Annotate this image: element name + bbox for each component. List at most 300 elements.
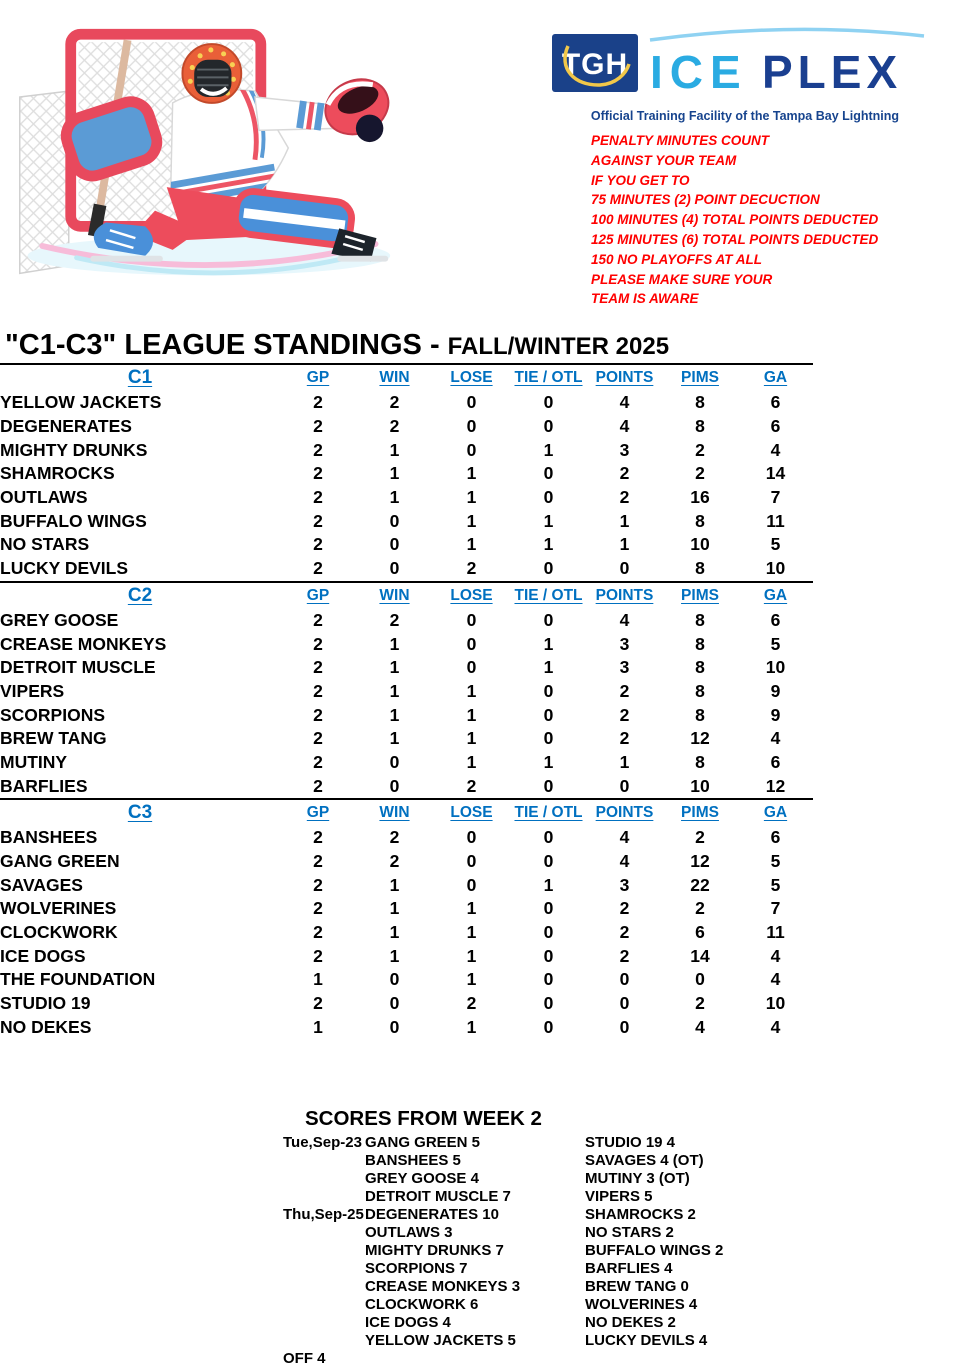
hockey-goalie-save-illustration (8, 2, 400, 290)
stat-value: 2 (695, 898, 705, 919)
stat-value: 1 (543, 751, 554, 772)
standings-tables (0, 365, 962, 1039)
stat-value: 4 (770, 1016, 781, 1037)
stat-value: 0 (543, 728, 554, 749)
stat-value: 2 (619, 922, 630, 943)
page-title (0, 328, 962, 363)
score-date (283, 1242, 365, 1260)
stat-value: 1 (389, 680, 400, 701)
stat-value: 22 (690, 874, 710, 895)
column-header: TIE / OTL (514, 369, 583, 386)
score-away: NO DEKES 2 (585, 1314, 676, 1332)
stat-value: 0 (466, 657, 477, 678)
penalty-notice-line: PENALTY MINUTES COUNT (591, 133, 770, 148)
stat-value: 0 (466, 633, 477, 654)
tgh-iceplex-logo-graphic (550, 22, 940, 102)
stat-value: 4 (770, 728, 781, 749)
stat-value: 1 (543, 633, 554, 654)
team-name: BANSHEES (0, 827, 98, 848)
stat-value: 8 (695, 680, 705, 701)
stat-value: 0 (543, 775, 554, 796)
score-home: YELLOW JACKETS 5 (365, 1332, 516, 1350)
penalty-notice-line: 150 NO PLAYOFFS AT ALL (591, 251, 763, 267)
stat-value: 0 (619, 558, 630, 579)
stat-value: 2 (619, 680, 630, 701)
stat-value: 1 (543, 510, 554, 531)
division-label: C3 (127, 802, 153, 823)
stat-value: 1 (466, 534, 477, 555)
score-row (283, 1314, 962, 1332)
stat-value: 5 (770, 851, 781, 872)
stat-value: 1 (466, 1016, 477, 1037)
stat-value: 3 (619, 874, 630, 895)
team-row (0, 656, 813, 680)
score-home: CREASE MONKEYS 3 (365, 1278, 521, 1296)
stat-value: 5 (770, 874, 781, 895)
stat-value: 3 (619, 439, 630, 460)
penalty-notice-line: 100 MINUTES (4) TOTAL POINTS DEDUCTED (591, 212, 879, 228)
stat-value: 10 (765, 657, 786, 678)
ice-logo-text: ICE (650, 46, 748, 98)
score-row (283, 1260, 962, 1278)
stat-value: 7 (770, 487, 781, 508)
stat-value: 0 (543, 922, 554, 943)
stat-value: 2 (313, 993, 323, 1014)
stat-value: 12 (690, 851, 710, 872)
stat-value: 1 (619, 751, 630, 772)
standings-table-c2 (0, 583, 813, 799)
team-row (0, 415, 813, 439)
stat-value: 1 (389, 728, 400, 749)
stat-value: 1 (389, 704, 400, 725)
column-header: LOSE (450, 586, 493, 604)
stat-value: 1 (619, 510, 630, 531)
score-row (283, 1332, 962, 1350)
column-header: LOSE (450, 804, 493, 821)
stat-value: 1 (389, 898, 400, 919)
stat-value: 1 (389, 657, 400, 678)
stat-value: 16 (690, 487, 710, 508)
stat-value: 2 (619, 945, 630, 966)
stat-value: 1 (466, 510, 477, 531)
stat-value: 2 (313, 392, 323, 413)
table-header-row (0, 365, 813, 391)
score-row (283, 1188, 962, 1206)
stat-value: 8 (695, 416, 705, 437)
stat-value: 6 (770, 392, 781, 413)
team-name: CREASE MONKEYS (0, 633, 167, 654)
score-date: Thu,Sep-25 (283, 1206, 364, 1224)
stat-value: 2 (389, 851, 400, 872)
stat-value: 2 (466, 775, 477, 796)
scores-title: SCORES FROM WEEK 2 (305, 1107, 542, 1131)
team-row (0, 992, 813, 1016)
stat-value: 2 (313, 922, 323, 943)
score-date (283, 1170, 365, 1188)
team-row (0, 557, 813, 581)
stat-value: 9 (770, 680, 781, 701)
column-header: POINTS (595, 586, 654, 604)
penalty-notice-line: 75 MINUTES (2) POINT DECUCTION (591, 192, 820, 208)
stat-value: 2 (313, 898, 323, 919)
stat-value: 8 (695, 392, 705, 413)
stat-value: 2 (619, 463, 630, 484)
stat-value: 10 (765, 993, 786, 1014)
score-away: NO STARS 2 (585, 1224, 674, 1242)
team-name: BUFFALO WINGS (0, 510, 147, 531)
stat-value: 0 (543, 609, 554, 630)
stat-value: 4 (619, 851, 630, 872)
penalty-notice-line: TEAM IS AWARE (591, 291, 699, 307)
score-away: BREW TANG 0 (585, 1278, 689, 1296)
score-home: DEGENERATES 10 (365, 1206, 499, 1224)
stat-value: 1 (466, 751, 477, 772)
standings-table-c3 (0, 800, 813, 1039)
stat-value: 0 (466, 851, 477, 872)
column-header: GA (763, 586, 788, 604)
team-name: VIPERS (0, 680, 65, 701)
stat-value: 14 (765, 463, 786, 484)
score-row (283, 1152, 962, 1170)
team-name: LUCKY DEVILS (0, 558, 129, 579)
stat-value: 8 (695, 609, 705, 630)
score-home (365, 1350, 585, 1368)
team-name: SHAMROCKS (0, 463, 115, 484)
stat-value: 1 (389, 487, 400, 508)
team-row (0, 826, 813, 850)
team-name: SCORPIONS (0, 704, 106, 725)
stat-value: 0 (389, 969, 400, 990)
stat-value: 0 (619, 993, 630, 1014)
score-home: SCORPIONS 7 (365, 1260, 468, 1278)
score-away: VIPERS 5 (585, 1188, 653, 1206)
page-title-dash: - (421, 329, 448, 361)
stat-value: 0 (543, 416, 554, 437)
stat-value: 2 (313, 487, 323, 508)
column-header: WIN (379, 586, 410, 604)
column-header: PIMS (681, 804, 719, 821)
stat-value: 0 (389, 993, 400, 1014)
stat-value: 1 (543, 534, 554, 555)
goalie-clipart-image (8, 2, 400, 295)
stat-value: 12 (765, 775, 786, 796)
team-row (0, 462, 813, 486)
stat-value: 2 (695, 827, 705, 848)
team-name: ICE DOGS (0, 945, 86, 966)
stat-value: 2 (313, 510, 323, 531)
stat-value: 2 (313, 851, 323, 872)
penalty-notice-line: AGAINST YOUR TEAM (591, 152, 737, 168)
stat-value: 1 (466, 728, 477, 749)
tgh-logo-text: TGH (561, 48, 629, 81)
stat-value: 0 (389, 751, 400, 772)
team-row (0, 680, 813, 704)
score-row (283, 1134, 962, 1152)
stat-value: 6 (770, 609, 781, 630)
team-row (0, 897, 813, 921)
stat-value: 1 (389, 463, 400, 484)
stat-value: 0 (543, 1016, 554, 1037)
scores-section (283, 1107, 962, 1368)
team-name: MIGHTY DRUNKS (0, 439, 148, 460)
stat-value: 4 (619, 416, 630, 437)
stat-value: 0 (466, 827, 477, 848)
stat-value: 1 (466, 922, 477, 943)
standings-table-c1 (0, 365, 813, 581)
stat-value: 1 (313, 969, 323, 990)
stat-value: 2 (313, 874, 323, 895)
column-header: POINTS (595, 369, 654, 386)
table-header-row (0, 583, 813, 609)
penalty-notice-line: PLEASE MAKE SURE YOUR (591, 271, 773, 287)
stat-value: 8 (695, 558, 705, 579)
score-row (283, 1224, 962, 1242)
stat-value: 4 (619, 609, 630, 630)
score-home: GANG GREEN 5 (365, 1134, 481, 1152)
team-name: MUTINY (0, 751, 68, 772)
column-header: POINTS (595, 804, 654, 821)
stat-value: 6 (695, 922, 705, 943)
stat-value: 2 (619, 704, 630, 725)
stat-value: 8 (695, 704, 705, 725)
score-home: GREY GOOSE 4 (365, 1170, 479, 1188)
team-row (0, 850, 813, 874)
stat-value: 0 (466, 392, 477, 413)
team-row (0, 944, 813, 968)
team-name: BARFLIES (0, 775, 88, 796)
team-row (0, 1016, 813, 1040)
stat-value: 1 (466, 898, 477, 919)
team-name: STUDIO 19 (0, 993, 91, 1014)
score-row (283, 1242, 962, 1260)
stat-value: 12 (690, 728, 710, 749)
score-row (283, 1206, 962, 1224)
team-row (0, 533, 813, 557)
stat-value: 0 (543, 487, 554, 508)
team-row (0, 486, 813, 510)
score-date (283, 1278, 365, 1296)
stat-value: 0 (389, 775, 400, 796)
stat-value: 4 (619, 827, 630, 848)
score-away: MUTINY 3 (OT) (585, 1170, 690, 1188)
team-row (0, 391, 813, 415)
score-date (283, 1152, 365, 1170)
stat-value: 2 (313, 680, 323, 701)
stat-value: 1 (389, 874, 400, 895)
stat-value: 0 (619, 1016, 630, 1037)
stat-value: 2 (466, 558, 477, 579)
stat-value: 0 (389, 558, 400, 579)
score-away: SHAMROCKS 2 (585, 1206, 696, 1224)
stat-value: 6 (770, 751, 781, 772)
stat-value: 14 (690, 945, 710, 966)
table-header-row (0, 800, 813, 826)
stat-value: 2 (313, 704, 323, 725)
stat-value: 0 (543, 704, 554, 725)
team-name: DETROIT MUSCLE (0, 657, 156, 678)
stat-value: 2 (313, 439, 323, 460)
score-row (283, 1170, 962, 1188)
column-header: TIE / OTL (514, 586, 583, 604)
stat-value: 1 (543, 439, 554, 460)
stat-value: 7 (770, 898, 781, 919)
score-row (283, 1278, 962, 1296)
goalie-helmet (182, 44, 241, 103)
column-header: PIMS (681, 369, 719, 386)
team-name: BREW TANG (0, 728, 107, 749)
leg-pad (233, 190, 353, 247)
stat-value: 0 (466, 439, 477, 460)
score-away: WOLVERINES 4 (585, 1296, 698, 1314)
column-header: GP (306, 586, 330, 604)
team-name: GREY GOOSE (0, 609, 119, 630)
stat-value: 0 (543, 945, 554, 966)
stat-value: 2 (389, 416, 400, 437)
stat-value: 11 (766, 922, 785, 943)
stat-value: 0 (466, 609, 477, 630)
team-row (0, 751, 813, 775)
stat-value: 0 (543, 993, 554, 1014)
stat-value: 4 (619, 392, 630, 413)
team-name: DEGENERATES (0, 416, 132, 437)
stat-value: 8 (695, 751, 705, 772)
stat-value: 2 (619, 898, 630, 919)
stat-value: 2 (313, 633, 323, 654)
team-row (0, 774, 813, 798)
stat-value: 8 (695, 657, 705, 678)
stat-value: 1 (466, 945, 477, 966)
score-row (283, 1350, 962, 1368)
stat-value: 2 (313, 657, 323, 678)
team-row (0, 509, 813, 533)
page-title-main: "C1-C3" LEAGUE STANDINGS (5, 329, 422, 361)
stat-value: 0 (543, 558, 554, 579)
stat-value: 2 (313, 751, 323, 772)
score-date: Tue,Sep-23 (283, 1134, 362, 1152)
stat-value: 2 (313, 827, 323, 848)
stat-value: 5 (770, 534, 781, 555)
stat-value: 4 (695, 1016, 705, 1037)
penalty-minutes-notice (591, 131, 878, 309)
score-date (283, 1188, 365, 1206)
team-row (0, 921, 813, 945)
stat-value: 6 (770, 416, 781, 437)
stat-value: 0 (543, 680, 554, 701)
stat-value: 2 (695, 463, 705, 484)
stat-value: 8 (695, 510, 705, 531)
score-away: BARFLIES 4 (585, 1260, 673, 1278)
score-date (283, 1224, 365, 1242)
logo-tagline: Official Training Facility of the Tampa Bay Lightning (590, 109, 900, 123)
stat-value: 10 (765, 558, 786, 579)
stat-value: 2 (313, 534, 323, 555)
stat-value: 10 (690, 534, 710, 555)
column-header: GP (306, 804, 330, 821)
stat-value: 2 (695, 439, 705, 460)
column-header: GP (306, 369, 330, 386)
score-date (283, 1296, 365, 1314)
stat-value: 2 (313, 945, 323, 966)
score-home: CLOCKWORK 6 (365, 1296, 479, 1314)
stat-value: 2 (619, 487, 630, 508)
stat-value: 1 (543, 657, 554, 678)
score-home: DETROIT MUSCLE 7 (365, 1188, 511, 1206)
plex-logo-text: PLEX (762, 46, 903, 98)
stat-value: 1 (466, 969, 477, 990)
stat-value: 3 (619, 657, 630, 678)
stat-value: 2 (619, 728, 630, 749)
stat-value: 0 (466, 874, 477, 895)
stat-value: 10 (690, 775, 710, 796)
stat-value: 2 (313, 775, 323, 796)
team-row (0, 703, 813, 727)
stat-value: 11 (766, 510, 785, 531)
column-header: PIMS (681, 586, 719, 604)
stat-value: 2 (313, 463, 323, 484)
stat-value: 6 (770, 827, 781, 848)
stat-value: 0 (466, 416, 477, 437)
page-title-season: FALL/WINTER 2025 (447, 333, 670, 360)
logo-swoosh-arc (650, 29, 924, 40)
team-row (0, 632, 813, 656)
stat-value: 0 (543, 392, 554, 413)
stat-value: 1 (466, 487, 477, 508)
score-rows (283, 1134, 962, 1368)
stat-value: 2 (695, 993, 705, 1014)
stat-value: 5 (770, 633, 781, 654)
score-date (283, 1314, 365, 1332)
score-date: OFF 4 (283, 1350, 326, 1368)
column-header: TIE / OTL (514, 804, 583, 821)
score-away: STUDIO 19 4 (585, 1134, 676, 1152)
stat-value: 1 (389, 439, 400, 460)
stat-value: 9 (770, 704, 781, 725)
team-row (0, 968, 813, 992)
team-name: SAVAGES (0, 874, 83, 895)
team-row (0, 873, 813, 897)
stat-value: 2 (313, 609, 323, 630)
stat-value: 0 (389, 1016, 400, 1037)
division-label: C2 (127, 584, 153, 606)
stat-value: 0 (543, 827, 554, 848)
stat-value: 0 (619, 775, 630, 796)
stat-value: 0 (543, 851, 554, 872)
stat-value: 0 (619, 969, 630, 990)
stat-value: 0 (389, 534, 400, 555)
stat-value: 0 (543, 463, 554, 484)
stat-value: 0 (695, 969, 705, 990)
column-header: GA (763, 804, 788, 821)
stat-value: 0 (543, 969, 554, 990)
stat-value: 1 (313, 1016, 323, 1037)
stat-value: 2 (313, 416, 323, 437)
team-row (0, 727, 813, 751)
team-name: THE FOUNDATION (0, 969, 156, 990)
stat-value: 1 (619, 534, 630, 555)
penalty-notice-line: 125 MINUTES (6) TOTAL POINTS DEDUCTED (591, 231, 879, 247)
score-row (283, 1296, 962, 1314)
document-header (0, 0, 962, 328)
stat-value: 2 (466, 993, 477, 1014)
team-name: YELLOW JACKETS (0, 392, 162, 413)
stat-value: 1 (389, 945, 400, 966)
stat-value: 1 (389, 922, 400, 943)
score-away (585, 1350, 962, 1368)
team-name: WOLVERINES (0, 898, 117, 919)
stat-value: 4 (770, 439, 781, 460)
stat-value: 0 (543, 898, 554, 919)
division-label: C1 (127, 367, 153, 388)
